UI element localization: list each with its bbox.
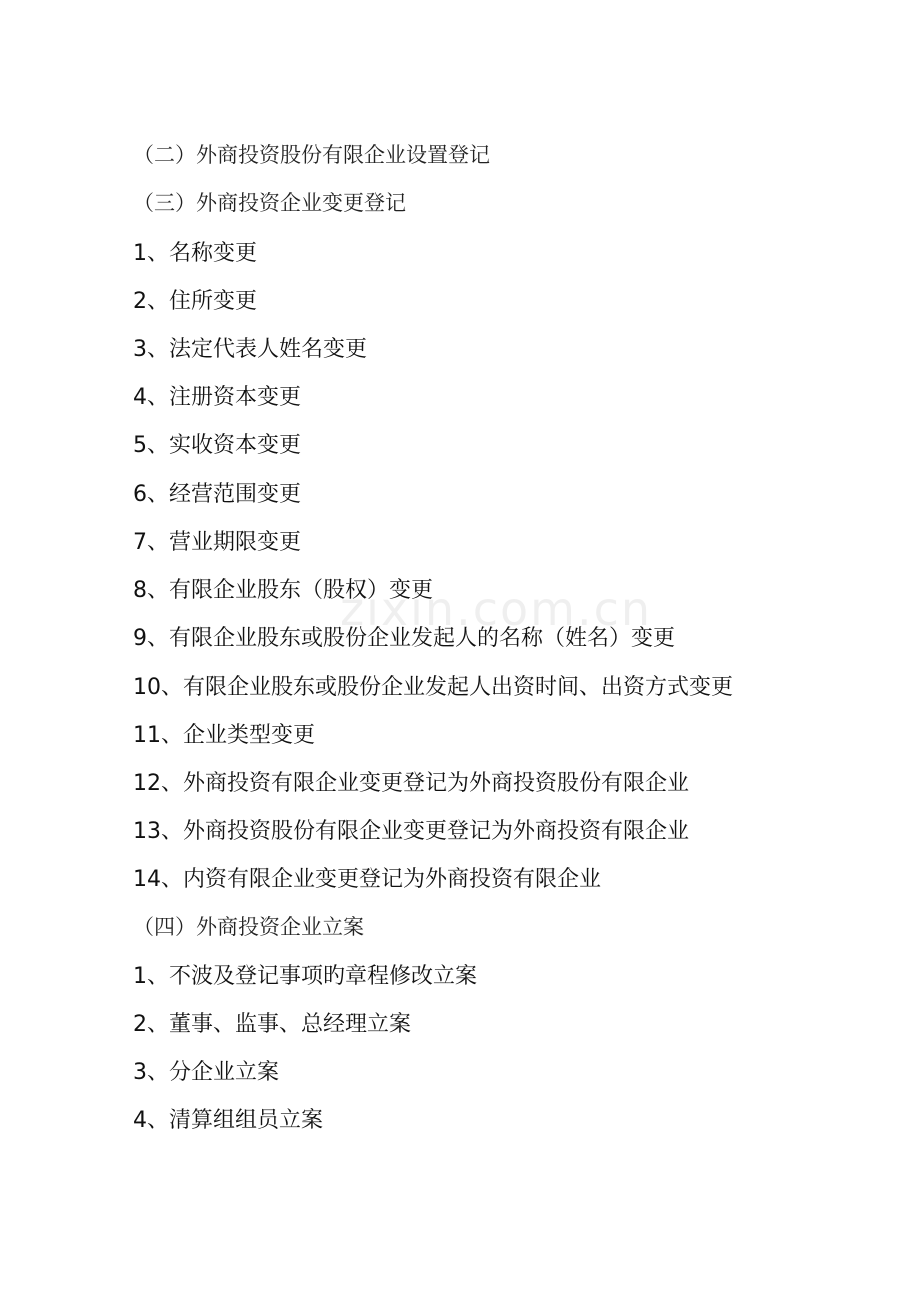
list-item: 7、营业期限变更 — [133, 530, 301, 555]
section-heading-3: （三）外商投资企业变更登记 — [133, 191, 406, 215]
list-item: 2、董事、监事、总经理立案 — [133, 1012, 411, 1037]
list-item: 13、外商投资股份有限企业变更登记为外商投资有限企业 — [133, 819, 689, 844]
list-item: 14、内资有限企业变更登记为外商投资有限企业 — [133, 867, 601, 892]
list-item: 8、有限企业股东（股权）变更 — [133, 578, 433, 603]
list-item: 3、分企业立案 — [133, 1060, 279, 1085]
list-item: 2、住所变更 — [133, 289, 257, 314]
list-item: 6、经营范围变更 — [133, 482, 301, 507]
list-item: 1、不波及登记事项旳章程修改立案 — [133, 964, 477, 989]
list-item: 11、企业类型变更 — [133, 723, 315, 748]
list-item: 12、外商投资有限企业变更登记为外商投资股份有限企业 — [133, 771, 689, 796]
list-item: 3、法定代表人姓名变更 — [133, 337, 367, 362]
list-item: 9、有限企业股东或股份企业发起人的名称（姓名）变更 — [133, 626, 675, 651]
section-heading-4: （四）外商投资企业立案 — [133, 915, 364, 939]
section-heading-2: （二）外商投资股份有限企业设置登记 — [133, 143, 490, 167]
list-item: 4、注册资本变更 — [133, 385, 301, 410]
list-item: 10、有限企业股东或股份企业发起人出资时间、出资方式变更 — [133, 675, 733, 700]
list-item: 5、实收资本变更 — [133, 433, 301, 458]
list-item: 1、名称变更 — [133, 241, 257, 266]
list-item: 4、清算组组员立案 — [133, 1108, 323, 1133]
watermark: zixin.com.cn — [340, 582, 653, 636]
